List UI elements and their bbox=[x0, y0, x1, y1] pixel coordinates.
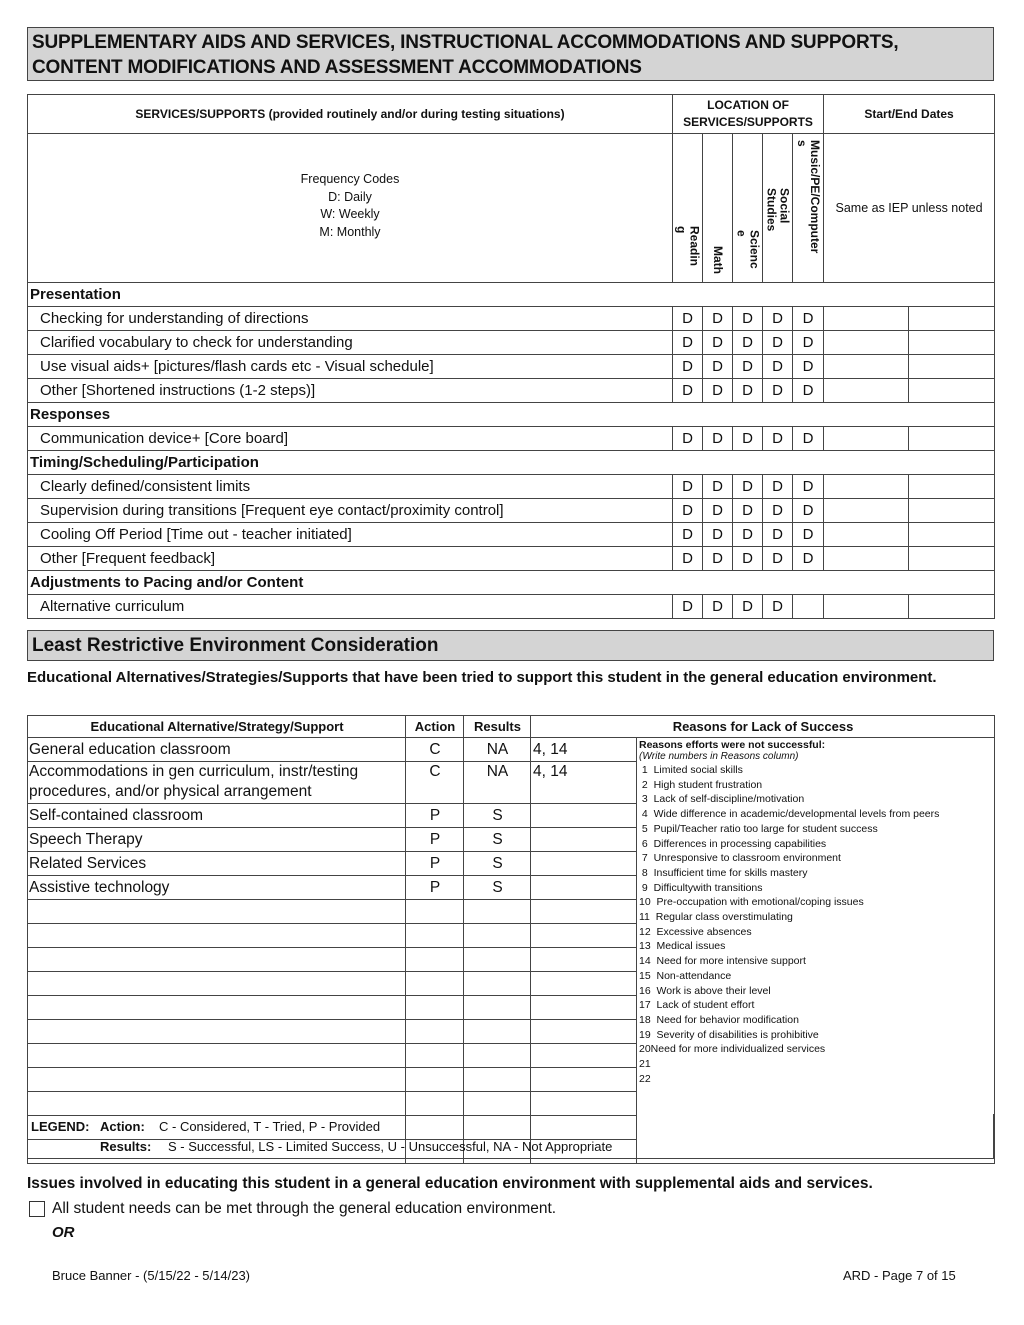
action-header: Action bbox=[406, 716, 464, 738]
reason-item: 19 Severity of disabilities is prohibitive bbox=[639, 1028, 819, 1041]
table-row bbox=[28, 523, 995, 547]
code-social-studies: D bbox=[763, 523, 793, 547]
code-math: D bbox=[703, 379, 733, 403]
code-science: D bbox=[733, 595, 763, 619]
code-reading: D bbox=[673, 427, 703, 451]
services-table bbox=[27, 94, 995, 619]
strategy-cell: Related Services bbox=[28, 852, 406, 876]
table-row bbox=[28, 427, 995, 451]
form-title-line-1: SUPPLEMENTARY AIDS AND SERVICES, INSTRUCTIONAL ACCOMMODATIONS AND SUPPORTS, bbox=[32, 32, 899, 53]
reasons-cell[interactable] bbox=[531, 852, 637, 876]
reason-item: 11 Regular class overstimulating bbox=[639, 911, 793, 924]
subject-social-studies bbox=[763, 134, 793, 283]
action-cell: P bbox=[406, 852, 464, 876]
reason-item: 9 Difficultywith transitions bbox=[639, 881, 763, 894]
frequency-codes bbox=[28, 134, 673, 283]
code-social-studies: D bbox=[763, 331, 793, 355]
code-math: D bbox=[703, 307, 733, 331]
code-music-pe-computers: D bbox=[793, 475, 824, 499]
location-header-line-1: LOCATION OF bbox=[707, 98, 789, 112]
footer-page: ARD - Page 7 of 15 bbox=[843, 1268, 956, 1283]
subject-science-label: Scienc e bbox=[734, 230, 762, 269]
code-music-pe-computers: D bbox=[793, 523, 824, 547]
subject-music-pe-computers bbox=[793, 134, 824, 283]
code-social-studies: D bbox=[763, 499, 793, 523]
dates-header: Start/End Dates bbox=[824, 95, 995, 134]
code-music-pe-computers: D bbox=[793, 499, 824, 523]
reason-item: 18 Need for behavior modification bbox=[639, 1013, 799, 1026]
reason-item: 21 bbox=[639, 1058, 651, 1071]
reasons-header: Reasons for Lack of Success bbox=[531, 716, 995, 738]
subject-reading bbox=[673, 134, 703, 283]
start-date-cell[interactable] bbox=[824, 427, 909, 451]
section-timing-scheduling: Timing/Scheduling/Participation bbox=[28, 451, 995, 475]
start-date-cell[interactable] bbox=[824, 595, 909, 619]
code-math: D bbox=[703, 355, 733, 379]
reason-item: 17 Lack of student effort bbox=[639, 999, 755, 1012]
code-math: D bbox=[703, 499, 733, 523]
reasons-cell[interactable] bbox=[531, 876, 637, 900]
table-row bbox=[28, 547, 995, 571]
reason-item: 8 Insufficient time for skills mastery bbox=[639, 866, 808, 879]
code-social-studies: D bbox=[763, 307, 793, 331]
table-row bbox=[28, 475, 995, 499]
footer-student: Bruce Banner - (5/15/22 - 5/14/23) bbox=[52, 1268, 251, 1283]
reason-item: 14 Need for more intensive support bbox=[639, 955, 806, 968]
code-reading: D bbox=[673, 331, 703, 355]
code-social-studies: D bbox=[763, 595, 793, 619]
strategy-header: Educational Alternative/Strategy/Support bbox=[28, 716, 406, 738]
code-music-pe-computers: D bbox=[793, 331, 824, 355]
reasons-legend bbox=[637, 738, 995, 1164]
reason-item: 22 bbox=[639, 1072, 651, 1085]
end-date-cell[interactable] bbox=[909, 595, 995, 619]
code-science: D bbox=[733, 523, 763, 547]
legend bbox=[27, 1114, 994, 1159]
section-pacing-content: Adjustments to Pacing and/or Content bbox=[28, 571, 995, 595]
code-music-pe-computers: D bbox=[793, 547, 824, 571]
lre-intro: Educational Alternatives/Strategies/Supports that have been tried to support this student in the general education environment. bbox=[27, 669, 937, 686]
action-cell: P bbox=[406, 828, 464, 852]
code-math: D bbox=[703, 595, 733, 619]
form-title bbox=[27, 27, 994, 81]
services-header: SERVICES/SUPPORTS (provided routinely and/or during testing situations) bbox=[28, 95, 673, 134]
reason-item: 5 Pupil/Teacher ratio too large for student success bbox=[639, 822, 878, 835]
table-row bbox=[28, 355, 995, 379]
action-cell: P bbox=[406, 876, 464, 900]
code-science: D bbox=[733, 331, 763, 355]
frequency-title: Frequency Codes bbox=[300, 172, 400, 186]
section-responses: Responses bbox=[28, 403, 995, 427]
start-date-cell[interactable] bbox=[824, 307, 909, 331]
table-row bbox=[28, 595, 995, 619]
subject-science bbox=[733, 134, 763, 283]
subject-math-label: Math bbox=[711, 246, 725, 274]
code-reading: D bbox=[673, 523, 703, 547]
result-cell: S bbox=[464, 828, 531, 852]
reason-item: 7 Unresponsive to classroom environment bbox=[639, 852, 841, 865]
alternatives-table bbox=[27, 715, 995, 1164]
reason-item: 10 Pre-occupation with emotional/coping issues bbox=[639, 896, 864, 909]
table-row bbox=[28, 307, 995, 331]
legend-results-label: Results: bbox=[100, 1139, 152, 1154]
reason-item: 3 Lack of self-discipline/motivation bbox=[639, 793, 805, 806]
code-math: D bbox=[703, 475, 733, 499]
general-ed-checkbox-label: All student needs can be met through the general education environment. bbox=[52, 1200, 557, 1217]
result-cell: S bbox=[464, 852, 531, 876]
code-reading: D bbox=[673, 355, 703, 379]
reason-item: 20Need for more individualized services bbox=[639, 1043, 826, 1056]
service-label: Use visual aids+ [pictures/flash cards etc - Visual schedule] bbox=[28, 355, 673, 379]
code-reading: D bbox=[673, 379, 703, 403]
start-date-cell[interactable] bbox=[824, 523, 909, 547]
code-science: D bbox=[733, 379, 763, 403]
strategy-cell: Self-contained classroom bbox=[28, 804, 406, 828]
result-cell: S bbox=[464, 804, 531, 828]
table-row bbox=[28, 331, 995, 355]
dates-note: Same as IEP unless noted bbox=[824, 134, 995, 283]
code-reading: D bbox=[673, 499, 703, 523]
strategy-cell: Speech Therapy bbox=[28, 828, 406, 852]
strategy-cell: Accommodations in gen curriculum, instr/testing procedures, and/or physical arrangement bbox=[28, 762, 406, 804]
end-date-cell[interactable] bbox=[909, 475, 995, 499]
code-math: D bbox=[703, 427, 733, 451]
action-cell: C bbox=[406, 762, 464, 804]
code-music-pe-computers: D bbox=[793, 427, 824, 451]
code-social-studies: D bbox=[763, 475, 793, 499]
code-reading: D bbox=[673, 475, 703, 499]
table-row bbox=[28, 738, 995, 762]
code-social-studies: D bbox=[763, 379, 793, 403]
start-date-cell[interactable] bbox=[824, 475, 909, 499]
code-music-pe-computers: D bbox=[793, 307, 824, 331]
issues-title: Issues involved in educating this student in a general education environment with supplemental aids and services. bbox=[27, 1175, 873, 1192]
start-date-cell[interactable] bbox=[824, 355, 909, 379]
legend-label: LEGEND: bbox=[31, 1119, 90, 1134]
reason-item: 4 Wide difference in academic/developmental levels from peers bbox=[639, 808, 940, 821]
service-label: Other [Frequent feedback] bbox=[28, 547, 673, 571]
reasons-cell: 4, 14 bbox=[531, 738, 637, 762]
end-date-cell[interactable] bbox=[909, 547, 995, 571]
reason-item: 15 Non-attendance bbox=[639, 969, 732, 982]
action-cell: P bbox=[406, 804, 464, 828]
start-date-cell[interactable] bbox=[824, 547, 909, 571]
code-science: D bbox=[733, 475, 763, 499]
legend-action-text: C - Considered, T - Tried, P - Provided bbox=[159, 1119, 381, 1134]
code-reading: D bbox=[673, 547, 703, 571]
general-ed-checkbox[interactable] bbox=[29, 1201, 45, 1217]
or-label: OR bbox=[52, 1224, 75, 1241]
subject-social-studies-label: Social Studies bbox=[764, 188, 792, 232]
service-label: Clearly defined/consistent limits bbox=[28, 475, 673, 499]
end-date-cell[interactable] bbox=[909, 427, 995, 451]
code-math: D bbox=[703, 547, 733, 571]
reasons-list bbox=[639, 763, 992, 1086]
reason-item: 16 Work is above their level bbox=[639, 984, 771, 997]
code-music-pe-computers bbox=[793, 595, 824, 619]
location-header bbox=[673, 95, 824, 134]
strategy-cell: Assistive technology bbox=[28, 876, 406, 900]
reason-item: 1 Limited social skills bbox=[639, 764, 743, 776]
code-science: D bbox=[733, 547, 763, 571]
form-title-line-2: CONTENT MODIFICATIONS AND ASSESSMENT ACCOMMODATIONS bbox=[32, 57, 642, 78]
code-social-studies: D bbox=[763, 355, 793, 379]
result-cell: NA bbox=[464, 738, 531, 762]
table-row bbox=[28, 379, 995, 403]
code-science: D bbox=[733, 355, 763, 379]
code-math: D bbox=[703, 331, 733, 355]
code-math: D bbox=[703, 523, 733, 547]
code-social-studies: D bbox=[763, 427, 793, 451]
reason-item: 13 Medical issues bbox=[639, 940, 726, 953]
code-science: D bbox=[733, 499, 763, 523]
code-music-pe-computers: D bbox=[793, 379, 824, 403]
code-reading: D bbox=[673, 595, 703, 619]
reason-item: 2 High student frustration bbox=[639, 778, 763, 791]
service-label: Alternative curriculum bbox=[28, 595, 673, 619]
start-date-cell[interactable] bbox=[824, 499, 909, 523]
reasons-legend-subtitle: (Write numbers in Reasons column) bbox=[639, 751, 799, 762]
section-presentation: Presentation bbox=[28, 283, 995, 307]
end-date-cell[interactable] bbox=[909, 499, 995, 523]
start-date-cell[interactable] bbox=[824, 379, 909, 403]
frequency-monthly: M: Monthly bbox=[319, 224, 381, 239]
code-social-studies: D bbox=[763, 547, 793, 571]
service-label: Checking for understanding of directions bbox=[28, 307, 673, 331]
code-science: D bbox=[733, 307, 763, 331]
reasons-cell[interactable] bbox=[531, 804, 637, 828]
subject-reading-label: Readin g bbox=[674, 226, 702, 267]
end-date-cell[interactable] bbox=[909, 331, 995, 355]
lre-title: Least Restrictive Environment Consideration bbox=[27, 630, 994, 661]
subject-math bbox=[703, 134, 733, 283]
reasons-legend-title: Reasons efforts were not successful: bbox=[639, 739, 826, 751]
subject-music-pe-computers-label: Music/PE/Computer s bbox=[795, 140, 823, 254]
service-label: Clarified vocabulary to check for understanding bbox=[28, 331, 673, 355]
frequency-weekly: W: Weekly bbox=[320, 207, 380, 221]
result-cell: S bbox=[464, 876, 531, 900]
end-date-cell[interactable] bbox=[909, 379, 995, 403]
results-header: Results bbox=[464, 716, 531, 738]
reason-item: 6 Differences in processing capabilities bbox=[639, 837, 827, 850]
service-label: Supervision during transitions [Frequent eye contact/proximity control] bbox=[28, 499, 673, 523]
result-cell: NA bbox=[464, 762, 531, 804]
table-row bbox=[28, 499, 995, 523]
end-date-cell[interactable] bbox=[909, 307, 995, 331]
action-cell: C bbox=[406, 738, 464, 762]
code-reading: D bbox=[673, 307, 703, 331]
code-music-pe-computers: D bbox=[793, 355, 824, 379]
end-date-cell[interactable] bbox=[909, 523, 995, 547]
legend-results-text: S - Successful, LS - Limited Success, U - Unsuccessful, NA - Not Appropriate bbox=[168, 1139, 613, 1154]
strategy-cell: General education classroom bbox=[28, 738, 406, 762]
reasons-cell: 4, 14 bbox=[531, 762, 637, 804]
location-header-line-2: SERVICES/SUPPORTS bbox=[683, 115, 813, 129]
reasons-cell[interactable] bbox=[531, 828, 637, 852]
reason-item: 12 Excessive absences bbox=[639, 925, 752, 938]
service-label: Cooling Off Period [Time out - teacher initiated] bbox=[28, 523, 673, 547]
legend-action-label: Action: bbox=[100, 1119, 145, 1134]
code-science: D bbox=[733, 427, 763, 451]
end-date-cell[interactable] bbox=[909, 355, 995, 379]
service-label: Communication device+ [Core board] bbox=[28, 427, 673, 451]
start-date-cell[interactable] bbox=[824, 331, 909, 355]
service-label: Other [Shortened instructions (1-2 steps)] bbox=[28, 379, 673, 403]
frequency-daily: D: Daily bbox=[328, 189, 372, 204]
